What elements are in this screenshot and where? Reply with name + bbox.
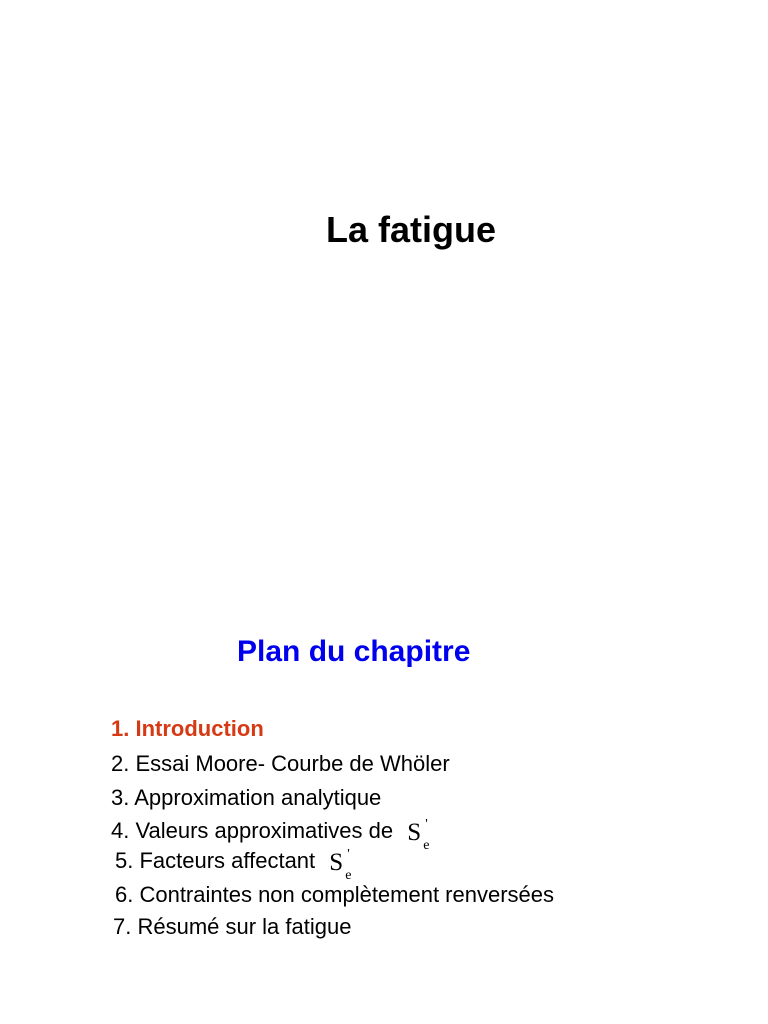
symbol-base: S [407, 819, 422, 846]
plan-item-valeurs [111, 817, 437, 853]
plan-item-label: 4. Valeurs approximatives de [111, 818, 394, 843]
page-title: La fatigue [326, 209, 497, 250]
plan-item-label: 1. Introduction [111, 716, 264, 741]
plan-item-label: 2. Essai Moore- Courbe de Whöler [111, 751, 450, 776]
plan-item-introduction [111, 715, 264, 743]
plan-item-resume [113, 913, 351, 941]
symbol-base: S [329, 849, 344, 876]
plan-item-label: 3. Approximation analytique [111, 785, 382, 810]
plan-item-contraintes [115, 881, 554, 909]
endurance-limit-symbol [329, 847, 359, 883]
symbol-subscript: e [345, 868, 352, 883]
plan-item-label: 7. Résumé sur la fatigue [113, 914, 352, 939]
plan-heading: Plan du chapitre [237, 635, 471, 668]
plan-item-essai-moore [111, 750, 450, 778]
plan-item-label: 6. Contraintes non complètement renversées [115, 882, 555, 907]
symbol-prime: ' [347, 847, 350, 862]
symbol-prime: ' [425, 817, 428, 832]
plan-item-facteurs [115, 847, 359, 883]
endurance-limit-symbol [407, 817, 437, 853]
plan-item-approximation [111, 784, 381, 812]
symbol-subscript: e [423, 838, 430, 853]
plan-item-label: 5. Facteurs affectant [115, 848, 316, 873]
